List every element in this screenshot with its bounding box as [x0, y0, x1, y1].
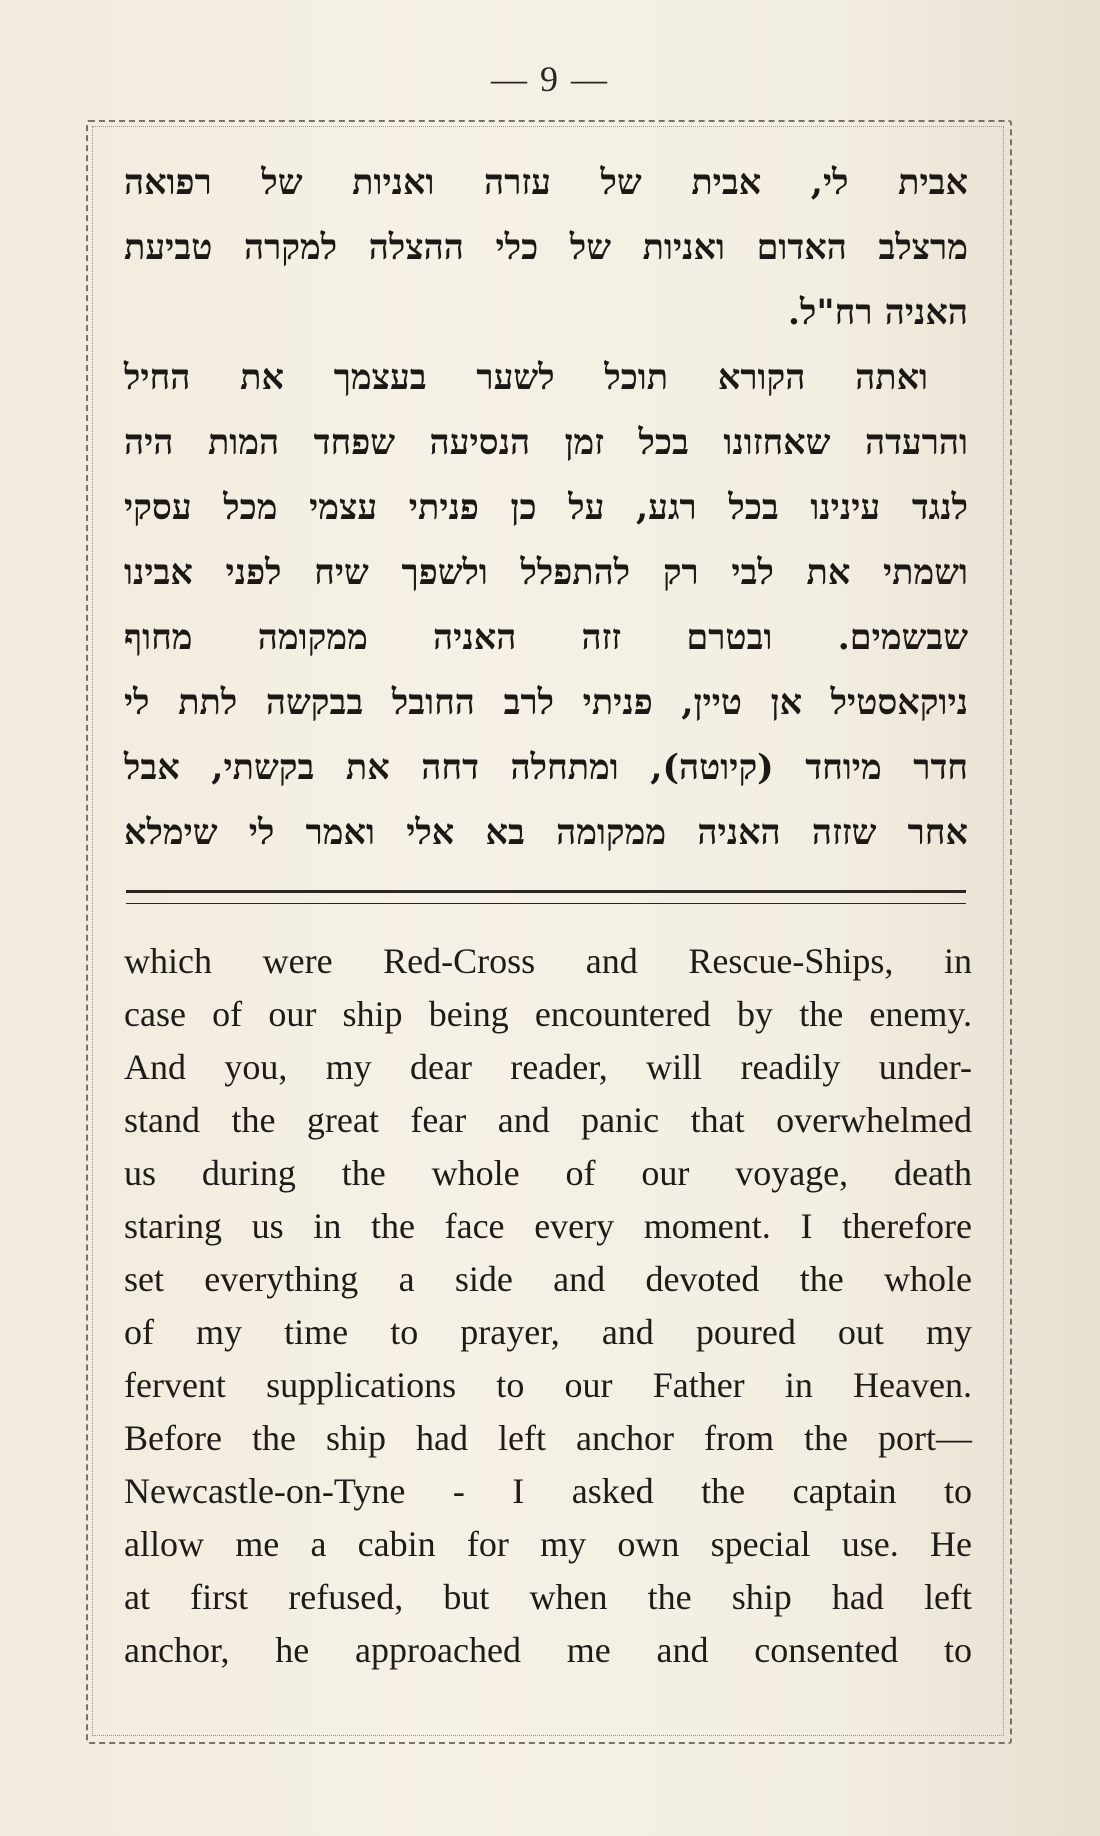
hebrew-text-block [124, 150, 968, 865]
hebrew-line: ניוקאסטיל אן טיין, פניתי לרב החובל בבקשה לתת לי [124, 682, 968, 723]
english-line: stand the great fear and panic that overwhelmed [124, 1100, 972, 1140]
hebrew-line: האניה רח"ל. [787, 292, 968, 333]
english-line: fervent supplications to our Father in Heaven. [124, 1365, 972, 1405]
english-line: anchor, he approached me and consented to [124, 1630, 972, 1670]
english-line: case of our ship being encountered by the enemy. [124, 994, 972, 1034]
english-line: of my time to prayer, and poured out my [124, 1312, 972, 1352]
hebrew-line: ושמתי את לבי רק להתפלל ולשפך שיח לפני אבינו [124, 552, 968, 593]
english-line: Newcastle-on-Tyne - I asked the captain to [124, 1471, 972, 1511]
english-line: staring us in the face every moment. I therefore [124, 1206, 972, 1246]
section-divider [126, 890, 966, 904]
english-line: Before the ship had left anchor from the port— [124, 1418, 972, 1458]
hebrew-line: והרעדה שאחזונו בכל זמן הנסיעה שפחד המות היה [124, 422, 968, 463]
hebrew-line: חדר מיוחד (קיוטה), ומתחלה דחה את בקשתי, אבל [124, 747, 968, 788]
hebrew-line: אבית לי, אבית של עזרה ואניות של רפואה [124, 162, 968, 203]
hebrew-line: לנגד עינינו בכל רגע, על כן פניתי עצמי מכל עסקי [124, 487, 968, 528]
english-line: And you, my dear reader, will readily under- [124, 1047, 972, 1087]
hebrew-line: מרצלב האדום ואניות של כלי ההצלה למקרה טביעת [124, 227, 968, 268]
english-line: set everything a side and devoted the whole [124, 1259, 972, 1299]
english-line: us during the whole of our voyage, death [124, 1153, 972, 1193]
english-line: allow me a cabin for my own special use. He [124, 1524, 972, 1564]
english-text-block [124, 935, 972, 1677]
hebrew-line: אחר שזזה האניה ממקומה בא אלי ואמר לי שימלא [124, 812, 968, 853]
hebrew-line: שבשמים. ובטרם זזה האניה ממקומה מחוף [124, 617, 968, 658]
english-line: which were Red-Cross and Rescue-Ships, in [124, 941, 972, 981]
hebrew-line: ואתה הקורא תוכל לשער בעצמך את החיל [124, 357, 928, 398]
english-line: at first refused, but when the ship had left [124, 1577, 972, 1617]
page-number: — 9 — [491, 59, 609, 99]
